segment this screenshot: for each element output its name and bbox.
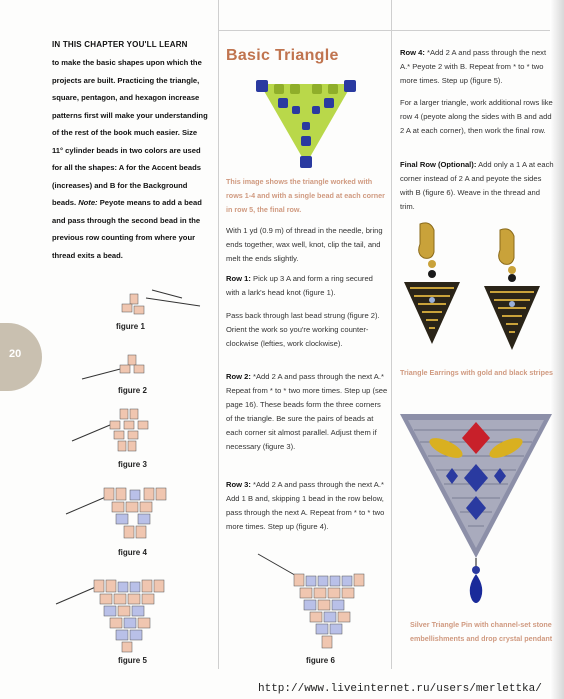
note-text: Peyote means to add a bead and pass through the second bead in the previous row counting from where your thread exits a bead. <box>52 198 202 260</box>
earrings-caption: Triangle Earrings with gold and black stripes <box>400 368 553 377</box>
figure-6-label: figure 6 <box>306 656 335 665</box>
triangle-earrings-photo <box>398 220 548 360</box>
paragraph-larger-triangle: For a larger triangle, work additional rows like row 4 (peyote along the sides with B and add 2 A at each corner), then work the final row. <box>400 98 553 135</box>
figure-3-diagram <box>70 405 170 459</box>
top-rule <box>218 30 550 31</box>
figure-6-diagram <box>256 550 380 654</box>
row-2-text: *Add 2 A and pass through the next A.* Repeat from * to * two more times. Step up (see page 16). These beads form the three corners of the triangle. Be sure the pairs of beads at each corner sit almost parallel. Adjust them if necessary (figure 3). <box>226 372 388 451</box>
row-1-label: Row 1: <box>226 274 251 283</box>
triangle-pin-photo <box>396 408 556 612</box>
figure-4-label: figure 4 <box>118 548 147 557</box>
triangle-photo-caption: This image shows the triangle worked with rows 1-4 and with a single bead at each corner in row 5, the final row. <box>226 177 385 214</box>
note-label: Note: <box>78 198 98 207</box>
figure-1-diagram <box>112 284 202 322</box>
figure-2-label: figure 2 <box>118 386 147 395</box>
column-divider <box>218 0 219 669</box>
paragraph-thread: With 1 yd (0.9 m) of thread in the needle, bring ends together, wax well, knot, clip the tail, and melt the ends slightly. <box>226 226 383 263</box>
figure-3-label: figure 3 <box>118 460 147 469</box>
paragraph-row-1 <box>226 272 388 300</box>
final-row-text: Add only a 1 A at each corner instead of 2 A and peyote the sides with B (figure 6). Weave in the thread and trim. <box>400 160 554 211</box>
paragraph-row-3 <box>226 478 388 534</box>
chapter-intro-body <box>52 54 208 264</box>
row-1-text: Pick up 3 A and form a ring secured with a lark's head knot (figure 1). <box>226 274 373 297</box>
pin-caption: Silver Triangle Pin with channel-set stone embellishments and drop crystal pendant <box>410 620 553 643</box>
row-4-label: Row 4: <box>400 48 425 57</box>
row-3-text: *Add 2 A and pass through the next A.* Add 1 B and, skipping 1 bead in the row below, pass through the next A. Repeat from * to * two more times. Step up (figure 4). <box>226 480 385 531</box>
row-3-label: Row 3: <box>226 480 251 489</box>
chapter-intro <box>52 40 208 270</box>
row-4-text: *Add 2 A and pass through the next A.* Peyote 2 with B. Repeat from * to * two more times. Step up (figure 5). <box>400 48 547 85</box>
page-number: 20 <box>9 348 22 360</box>
paragraph-final-row <box>400 158 554 214</box>
row-2-label: Row 2: <box>226 372 251 381</box>
basic-triangle-photo <box>254 78 358 170</box>
chapter-intro-text: to make the basic shapes upon which the projects are built. Practicing the triangle, square, pentagon, and hexagon increase patterns first will make your understanding of the rest of the book much easier. Size 11° cylinder beads in two colors are used for all the shapes: A for the Accent beads (increases) and B for the Background beads. <box>52 58 208 207</box>
figure-5-diagram <box>54 572 194 656</box>
section-title: Basic Triangle <box>226 47 339 64</box>
figure-4-diagram <box>64 480 184 546</box>
paragraph-row-4 <box>400 46 552 88</box>
chapter-intro-heading: IN THIS CHAPTER YOU'LL LEARN <box>52 40 188 49</box>
source-url: http://www.liveinternet.ru/users/merlettka/ <box>258 683 542 695</box>
final-row-label: Final Row (Optional): <box>400 160 477 169</box>
paragraph-pass-back: Pass back through last bead strung (figure 2). Orient the work so you're working counter-clockwise (lefties, work clockwise). <box>226 311 380 348</box>
figure-1-label: figure 1 <box>116 322 145 331</box>
figure-2-diagram <box>80 349 170 385</box>
figure-5-label: figure 5 <box>118 656 147 665</box>
paragraph-row-2 <box>226 370 388 454</box>
column-divider <box>391 0 392 669</box>
